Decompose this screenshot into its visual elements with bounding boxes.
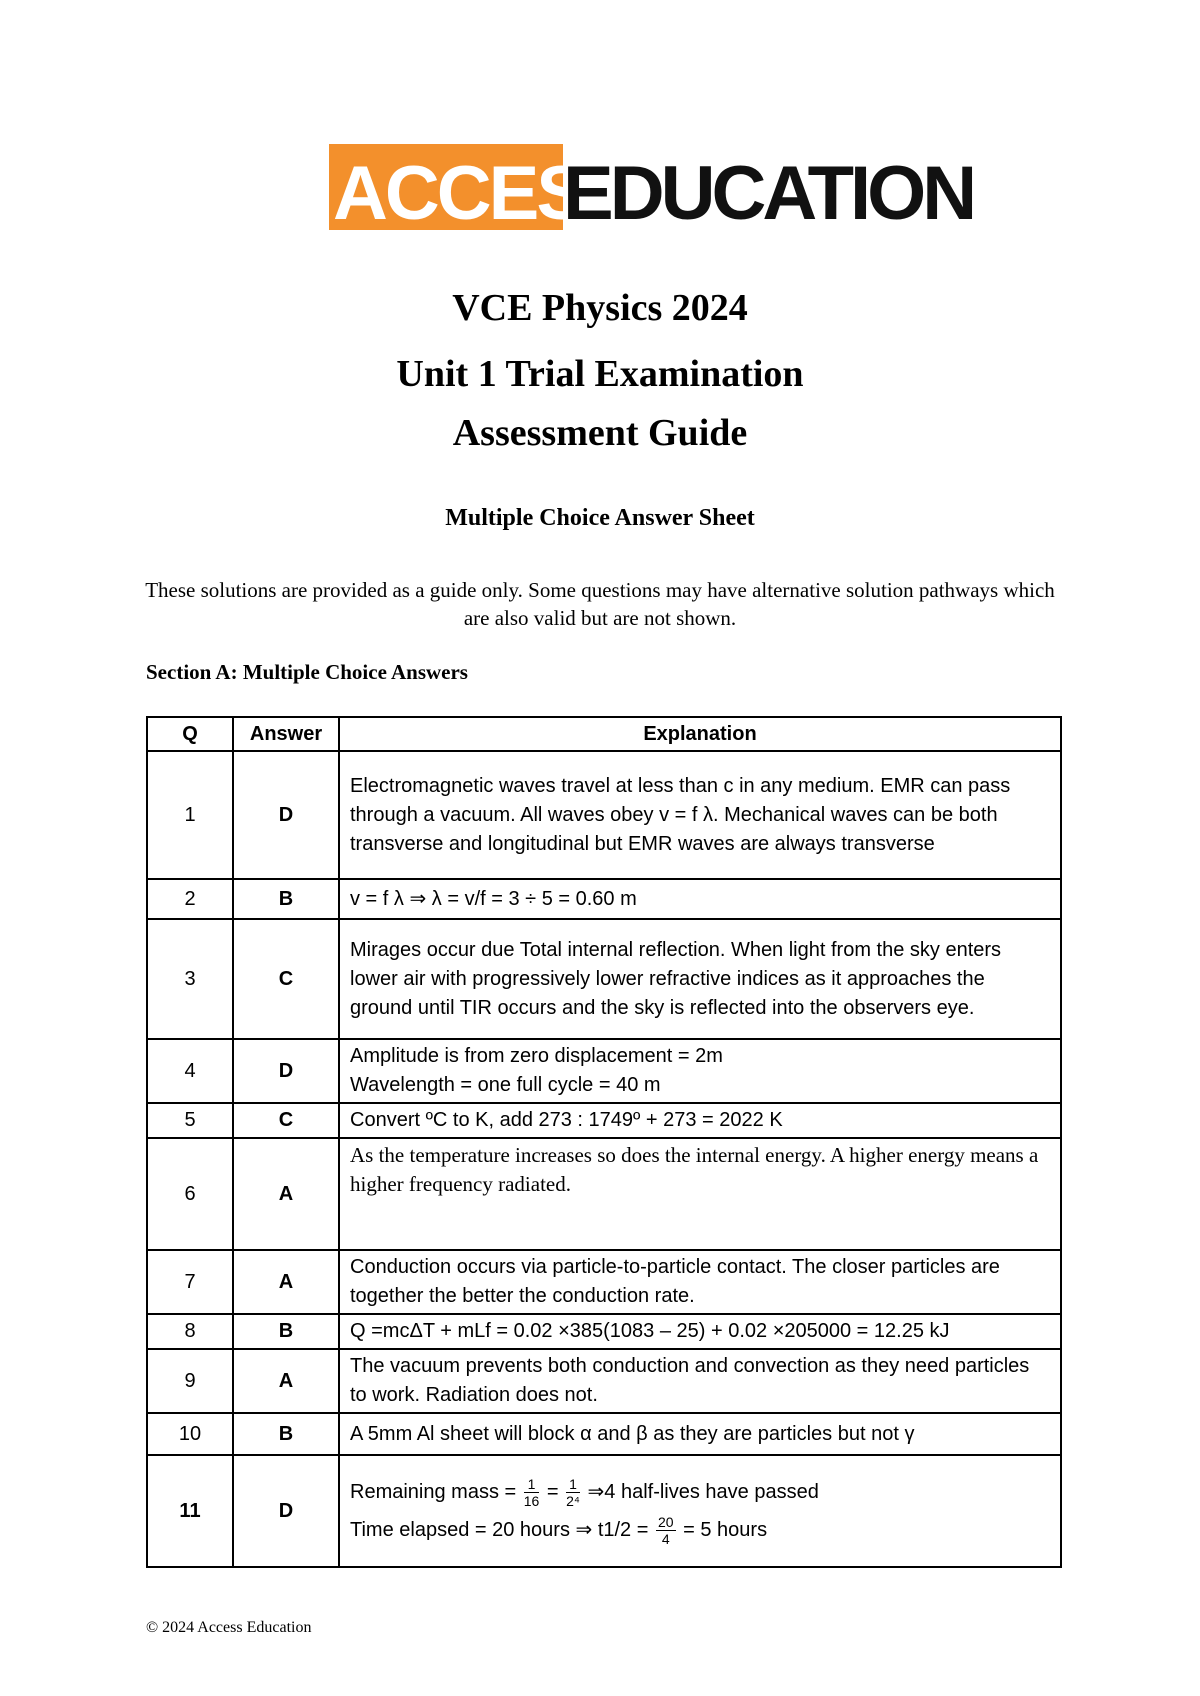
question-number: 2 — [147, 879, 233, 919]
explanation: Conduction occurs via particle-to-particle contact. The closer particles are together the better the conduction rate. — [339, 1250, 1061, 1314]
question-number: 10 — [147, 1413, 233, 1455]
explanation-line — [350, 1473, 1050, 1511]
header-answer: Answer — [233, 717, 339, 751]
answer-letter: B — [233, 1413, 339, 1455]
table-row — [147, 751, 1061, 879]
fraction — [566, 1476, 580, 1509]
answer-letter: A — [233, 1349, 339, 1413]
explanation — [339, 1039, 1061, 1103]
explanation: v = f λ ⇒ λ = v/f = 3 ÷ 5 = 0.60 m — [339, 879, 1061, 919]
answer-letter: D — [233, 1039, 339, 1103]
answer-letter: C — [233, 1103, 339, 1138]
half-life-result: = 5 hours — [683, 1519, 768, 1541]
time-elapsed-label: Time elapsed = 20 hours ⇒ t1/2 = — [350, 1519, 649, 1541]
question-number: 1 — [147, 751, 233, 879]
answer-letter: A — [233, 1138, 339, 1250]
section-heading: Section A: Multiple Choice Answers — [146, 660, 468, 684]
fraction-numerator: 1 — [566, 1476, 580, 1493]
table-row — [147, 1250, 1061, 1314]
title-line-1: VCE Physics 2024 — [452, 287, 748, 329]
question-number: 11 — [147, 1455, 233, 1567]
logo-orange-block — [329, 144, 632, 236]
explanation-line: Wavelength = one full cycle = 40 m — [350, 1074, 661, 1096]
logo-access-text: ACCESS — [333, 151, 632, 236]
footer-copyright: © 2024 Access Education — [146, 1619, 312, 1636]
table-row — [147, 1349, 1061, 1413]
table-row — [147, 1103, 1061, 1138]
answer-letter: B — [233, 879, 339, 919]
table-row — [147, 1039, 1061, 1103]
question-number: 5 — [147, 1103, 233, 1138]
answer-letter: D — [233, 1455, 339, 1567]
question-number: 4 — [147, 1039, 233, 1103]
explanation: The vacuum prevents both conduction and convection as they need particles to work. Radiation does not. — [339, 1349, 1061, 1413]
remaining-mass-label: Remaining mass = — [350, 1481, 517, 1503]
fraction — [524, 1476, 540, 1509]
fraction-numerator: 20 — [657, 1514, 674, 1531]
fraction — [656, 1514, 676, 1547]
explanation-line — [350, 1511, 1050, 1549]
fraction-denominator: 2⁴ — [566, 1493, 580, 1510]
explanation: Electromagnetic waves travel at less than c in any medium. EMR can pass through a vacuum. All waves obey v = f λ. Mechanical waves can be both transverse and longitudinal but EMR waves are always transverse — [339, 751, 1061, 879]
explanation: A 5mm Al sheet will block α and β as they are particles but not γ — [339, 1413, 1061, 1455]
explanation — [339, 1138, 1061, 1250]
explanation: Convert ºC to K, add 273 : 1749º + 273 = 2022 K — [339, 1103, 1061, 1138]
table-row — [147, 1413, 1061, 1455]
explanation: Q =mcΔT + mLf = 0.02 ×385(1083 – 25) + 0.02 ×205000 = 12.25 kJ — [339, 1314, 1061, 1349]
guide-note: These solutions are provided as a guide only. Some questions may have alternative solution pathways which are also valid but are not shown. — [145, 578, 1055, 630]
question-number: 7 — [147, 1250, 233, 1314]
question-number: 6 — [147, 1138, 233, 1250]
title-line-3: Assessment Guide — [452, 412, 748, 454]
fraction-denominator: 16 — [523, 1493, 540, 1510]
answer-letter: C — [233, 919, 339, 1039]
subtitle: Multiple Choice Answer Sheet — [445, 505, 755, 531]
fraction-numerator: 1 — [524, 1476, 540, 1493]
table-header-row — [147, 717, 1061, 751]
explanation-text: As the temperature increases so does the internal energy. A higher energy means a higher frequency radiated. — [350, 1143, 1039, 1196]
header-explanation: Explanation — [339, 717, 1061, 751]
question-number: 8 — [147, 1314, 233, 1349]
explanation — [339, 1455, 1061, 1567]
equals-sign: = — [546, 1481, 559, 1503]
logo-education-text: EDUCATION — [563, 151, 974, 236]
half-lives-text: ⇒4 half-lives have passed — [587, 1481, 819, 1503]
explanation-line: Amplitude is from zero displacement = 2m — [350, 1045, 723, 1067]
table-row — [147, 919, 1061, 1039]
question-number: 3 — [147, 919, 233, 1039]
table-row — [147, 1455, 1061, 1567]
answer-letter: A — [233, 1250, 339, 1314]
fraction-denominator: 4 — [661, 1531, 670, 1548]
answer-letter: D — [233, 751, 339, 879]
table-row — [147, 1138, 1061, 1250]
header-q: Q — [147, 717, 233, 751]
answer-letter: B — [233, 1314, 339, 1349]
explanation: Mirages occur due Total internal reflection. When light from the sky enters lower air with progressively lower refractive indices as it approaches the ground until TIR occurs and the sky is reflected into the observers eye. — [339, 919, 1061, 1039]
answers-table — [146, 716, 1062, 1568]
table-row — [147, 879, 1061, 919]
title-line-2: Unit 1 Trial Examination — [396, 353, 804, 395]
table-row — [147, 1314, 1061, 1349]
access-education-logo — [329, 144, 974, 236]
question-number: 9 — [147, 1349, 233, 1413]
